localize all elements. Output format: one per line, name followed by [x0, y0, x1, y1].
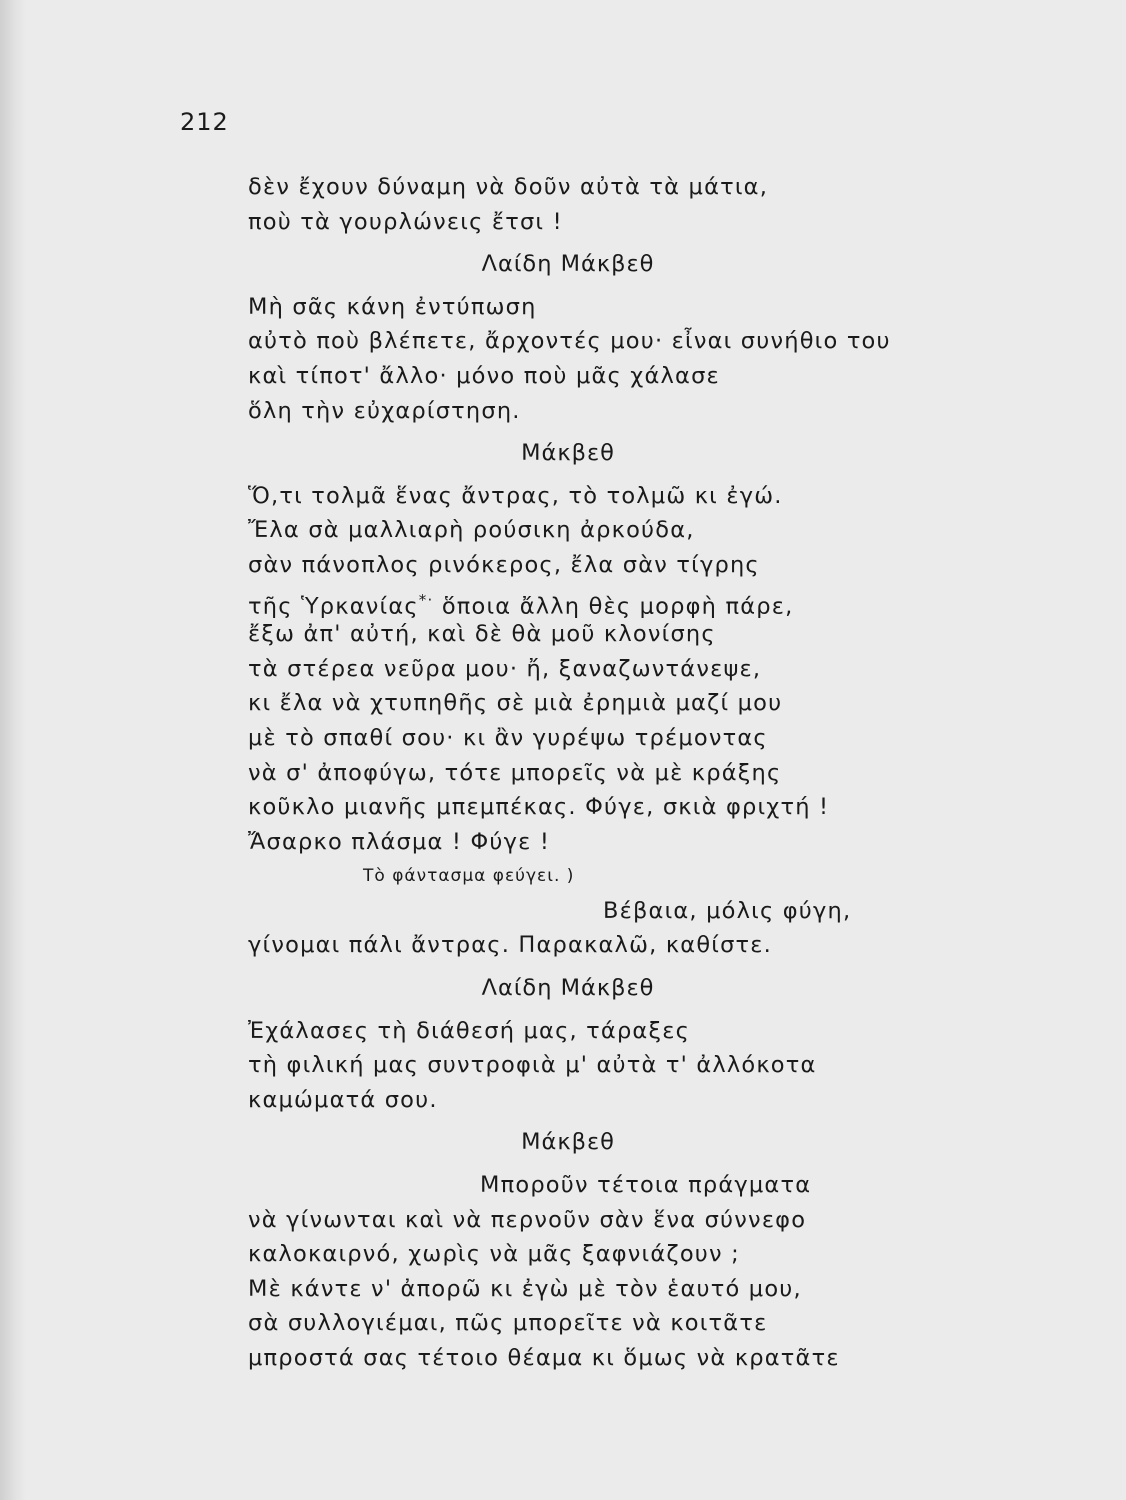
verse-line: Ἔλα σὰ μαλλιαρὴ ρούσικη ἀρκούδα,	[248, 517, 695, 544]
stage-direction: Τὸ φάντασμα φεύγει. )	[363, 866, 575, 887]
speaker-name: Λαίδη Μάκβεθ	[481, 251, 655, 278]
verse-line: ἔξω ἀπ' αὐτή, καὶ δὲ θὰ μοῦ κλονίσης	[248, 621, 716, 648]
verse-fragment: ὅποια ἄλλη θὲς μορφὴ πάρε,	[433, 593, 794, 620]
verse-line: Ὅ,τι τολμᾶ ἕνας ἄντρας, τὸ τολμῶ κι ἐγώ.	[248, 482, 783, 509]
speaker-name: Μάκβεθ	[521, 1129, 615, 1156]
verse-line	[248, 583, 1008, 618]
verse-line: μπροστά σας τέτοιο θέαμα κι ὅμως νὰ κρατᾶτε	[248, 1345, 840, 1371]
verse-line: μὲ τὸ σπαθί σου· κι ἂν γυρέψω τρέμοντας	[248, 724, 768, 751]
book-spine-shadow	[0, 0, 26, 1500]
verse-line: καλοκαιρνό, χωρὶς νὰ μᾶς ξαφνιάζουν ;	[248, 1241, 740, 1268]
verse-line: κοῦκλο μιανῆς μπεμπέκας. Φύγε, σκιὰ φριχτή !	[248, 794, 830, 821]
verse-line: ὅλη τὴν εὐχαρίστηση.	[248, 397, 521, 424]
speaker-name: Μάκβεθ	[521, 440, 615, 467]
verse-line: τὰ στέρεα νεῦρα μου· ἤ, ξαναζωντάνεψε,	[248, 655, 762, 682]
verse-line: ποὺ τὰ γουρλώνεις ἔτσι !	[248, 208, 563, 235]
verse-line: Μποροῦν τέτοια πράγματα	[480, 1172, 812, 1199]
verse-line: Βέβαια, μόλις φύγη,	[603, 897, 852, 924]
verse-line: γίνομαι πάλι ἄντρας. Παρακαλῶ, καθίστε.	[248, 932, 773, 959]
verse-line: τὴ φιλική μας συντροφιὰ μ' αὐτὰ τ' ἀλλόκοτα	[248, 1052, 817, 1079]
verse-line: σὰ συλλογιέμαι, πῶς μπορεῖτε νὰ κοιτᾶτε	[248, 1310, 768, 1337]
verse-line: Μὴ σᾶς κάνη ἐντύπωση	[248, 293, 537, 320]
footnote-marker: *·	[418, 590, 434, 609]
verse-line: Ἐχάλασες τὴ διάθεσή μας, τάραξες	[248, 1017, 690, 1044]
verse-line: καμώματά σου.	[248, 1086, 438, 1113]
verse-line: νὰ γίνωνται καὶ νὰ περνοῦν σὰν ἕνα σύννεφο	[248, 1206, 807, 1233]
verse-line: κι ἔλα νὰ χτυπηθῆς σὲ μιὰ ἐρημιὰ μαζί μου	[248, 690, 783, 717]
verse-line: Ἄσαρκο πλάσμα ! Φύγε !	[248, 828, 551, 855]
page-number: 212	[180, 108, 229, 136]
verse-line: σὰν πάνοπλος ρινόκερος, ἔλα σὰν τίγρης	[248, 551, 760, 578]
verse-line: αὐτὸ ποὺ βλέπετε, ἄρχοντές μου· εἶναι συνήθιο του	[248, 328, 891, 355]
verse-line: Μὲ κάντε ν' ἀπορῶ κι ἐγὼ μὲ τὸν ἑαυτό μου,	[248, 1275, 802, 1302]
verse-line: νὰ σ' ἀποφύγω, τότε μπορεῖς νὰ μὲ κράξης	[248, 759, 782, 786]
speaker-name: Λαίδη Μάκβεθ	[481, 975, 655, 1002]
verse-line: καὶ τίποτ' ἄλλο· μόνο ποὺ μᾶς χάλασε	[248, 362, 720, 389]
verse-fragment: τῆς Ὑρκανίας	[248, 593, 419, 620]
play-text	[248, 170, 1008, 1376]
verse-line: δὲν ἔχουν δύναμη νὰ δοῦν αὐτὰ τὰ μάτια,	[248, 174, 769, 200]
